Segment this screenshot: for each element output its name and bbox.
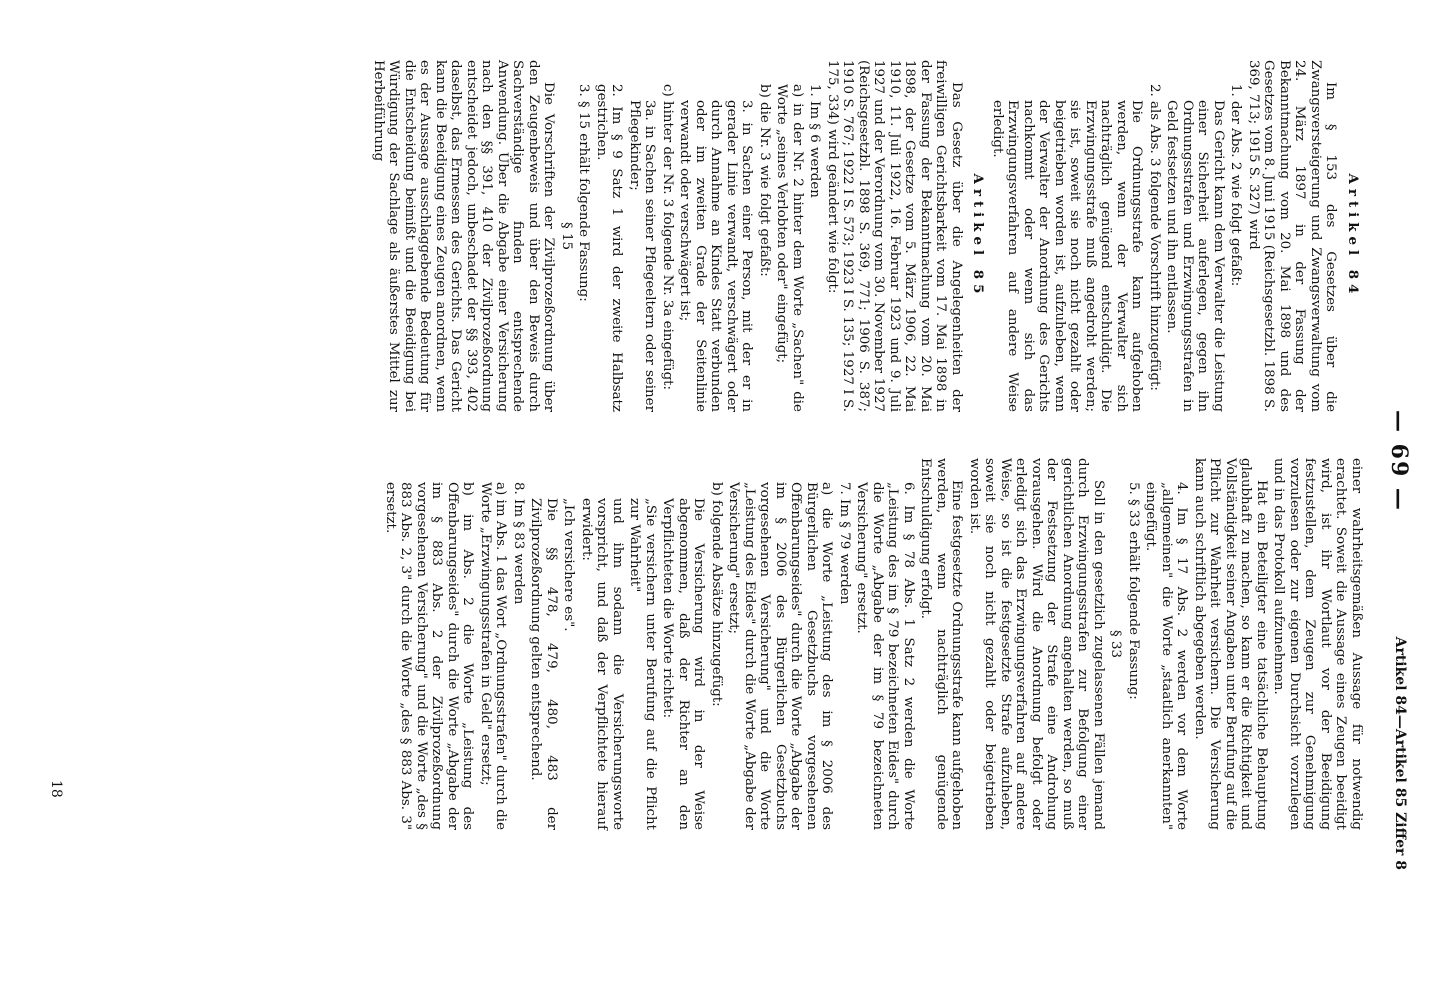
paragraph: a) im Abs. 1 das Wort „Ordnungsstrafen" durch die Worte „Erzwingungsstrafen in Geld" ersetzt; bbox=[478, 482, 509, 830]
paragraph: Hat ein Beteiligter eine tatsächliche Behauptung glaubhaft zu machen, so kann er die Richtigkeit und Vollständigkeit seiner Angaben unter Berufung auf die Pflicht zur Wahrheit versichern. Die Versicherung kann auch schriftlich abgegeben werden. bbox=[1192, 458, 1269, 830]
paragraph: b) folgende Absätze hinzugefügt: bbox=[709, 482, 724, 707]
page-header bbox=[1376, 60, 1416, 870]
paragraph: c) hinter der Nr. 3 folgende Nr. 3a eingefügt: bbox=[660, 84, 675, 391]
right-column bbox=[381, 458, 1365, 830]
paragraph: 6. Im § 78 Abs. 1 Satz 2 werden die Worte „Leistung des im § 79 bezeichneten Eides" durch die Worte „Abgabe der im § 79 bezeichneten Versicherung" ersetzt. bbox=[854, 482, 916, 830]
paragraph: Die Ordnungsstrafe kann aufgehoben werden, wenn der Verwalter sich nachträglich genügend entschuldigt. Die Erzwingungsstrafe muß angedroht werden; sie ist, soweit sie noch nicht gezahlt oder beigetrieben worden ist, aufzuheben, wenn der Verwalter der Anordnung des Gerichts nachkommt oder wenn sich das Erzwingungsverfahren auf andere Weise erledigt. bbox=[990, 100, 1145, 412]
paragraph: Die Versicherung wird in der Weise abgenommen, daß der Richter an den Verpflichteten die Worte richtet: bbox=[660, 498, 707, 830]
paragraph: 5. § 33 erhält folgende Fassung: bbox=[1126, 482, 1141, 700]
paragraph: a) die Worte „Leistung des im § 2006 des Bürgerlichen Gesetzbuchs vorgesehenen Offenbarungseides" durch die Worte „Abgabe der im § 2006 des Bürgerlichen Gesetzbuchs vorgesehenen Versicherung" und die Worte „Leistung des Eides" durch die Worte „Abgabe der Versicherung" ersetzt; bbox=[726, 482, 835, 830]
paragraph: 7. Im § 79 werden bbox=[837, 482, 852, 605]
article-heading: Artikel 84 bbox=[1345, 173, 1361, 299]
paragraph: b) die Nr. 3 wie folgt gefaßt: bbox=[757, 84, 772, 277]
paragraph: 3. in Sachen einer Person, mit der er in gerader Linie verwandt, verschwägert oder durch Annahme an Kindes Statt verbunden oder im zweiten Grade der Seitenlinie verwandt oder verschwägert ist; bbox=[677, 100, 755, 412]
section-heading: § 15 bbox=[559, 222, 574, 250]
paragraph: und ihm sodann die Versicherungsworte vorspricht, und daß der Verpflichtete hierauf erwidert: bbox=[579, 498, 625, 830]
paragraph: Die Vorschriften der Zivilprozeßordnung über den Zeugenbeweis und über den Beweis durch Sachverständige finden entsprechende Anwendung. Über die Abgabe einer Versicherung nach den §§ 391, 410 der Zivilprozeßordnung entscheidet jedoch, unbeschadet der §§ 393, 402 daselbst, das Ermessen des Gerichts. Das Gericht kann die Beeidigung eines Zeugen anordnen, wenn es der Aussage ausschlaggebende Bedeutung für die Entscheidung beimißt und die Beeidigung bei Würdigung der Sachlage als äußerstes Mittel zur Herbeiführung bbox=[371, 60, 557, 412]
paragraph: a) in der Nr. 2 hinter dem Worte „Sachen" die Worte „seines Verlobten oder" eingefügt; bbox=[774, 84, 805, 412]
paragraph: Soll in den gesetzlich zugelassenen Fällen jemand durch Erzwingungsstrafen zur Befolgung einer gerichtlichen Anordnung angehalten werden, so muß der Festsetzung der Strafe eine Androhung vorausgehen. Wird die Anordnung befolgt oder erledigt sich das Erzwingungsverfahren auf andere Weise, so ist die festgesetzte Strafe aufzuheben, soweit sie noch nicht gezahlt oder beigetrieben worden ist. bbox=[967, 458, 1106, 830]
paragraph: 8. Im § 83 werden bbox=[511, 482, 526, 605]
paragraph: 2. Im § 9 Satz 1 wird der zweite Halbsatz gestrichen. bbox=[594, 84, 625, 412]
paragraph: Eine festgesetzte Ordnungsstrafe kann aufgehoben werden, wenn nachträglich genügende Entschuldigung erfolgt. bbox=[918, 458, 965, 830]
paragraph: Die §§ 478, 479, 480, 483 der Zivilprozeßordnung gelten entsprechend. bbox=[528, 498, 559, 830]
page-number-header: — 69 — bbox=[1386, 410, 1412, 512]
paragraph: 3. § 15 erhält folgende Fassung: bbox=[576, 84, 592, 302]
paragraph: 1. der Abs. 2 wie folgt gefaßt: bbox=[1228, 84, 1244, 287]
paragraph: 1. Im § 6 werden bbox=[807, 84, 823, 198]
left-column bbox=[369, 60, 1365, 412]
running-head: Artikel 84—Artikel 85 Ziffer 8 bbox=[1392, 636, 1408, 870]
paragraph: „Sie versichern unter Berufung auf die Pflicht zur Wahrheit" bbox=[627, 498, 658, 830]
paragraph: „Ich versichere es". bbox=[561, 498, 577, 632]
section-heading: § 33 bbox=[1108, 630, 1124, 658]
paragraph: 2. als Abs. 3 folgende Vorschrift hinzugefügt: bbox=[1147, 84, 1162, 391]
paragraph: Das Gericht kann dem Verwalter die Leistung einer Sicherheit auferlegen, gegen ihn Ordnungsstrafen und Erzwingungsstrafen in Geld festsetzen und ihn entlassen. bbox=[1164, 100, 1226, 412]
paragraph: einer wahrheitsgemäßen Aussage für notwendig erachtet. Soweit die Aussage eines Zeugen beeidigt wird, ist ihr Wortlaut vor der Beeidigung festzustellen, dem Zeugen zur Genehmigung vorzulesen oder zur eigenen Durchsicht vorzulegen und in das Protokoll aufzunehmen. bbox=[1271, 458, 1364, 830]
article-heading: Artikel 85 bbox=[970, 173, 987, 299]
paragraph: 4. Im § 17 Abs. 2 werden vor dem Worte „allgemeinen" die Worte „staatlich anerkannten" eingefügt. bbox=[1143, 482, 1190, 830]
paragraph: 3a. in Sachen seiner Pflegeeltern oder seiner Pflegekinder; bbox=[627, 100, 658, 412]
footer-page-number: 18 bbox=[48, 780, 64, 798]
paragraph: b) im Abs. 2 die Worte „Leistung des Offenbarungseides" durch die Worte „Abgabe der im § 883 Abs. 2 der Zivilprozeßordnung vorgesehenen Versicherung" und die Worte „des § 883 Abs. 2, 3" durch die Worte „des § 883 Abs. 3" ersetzt. bbox=[383, 482, 476, 830]
paragraph: Im § 153 des Gesetzes über die Zwangsversteigerung und Zwangsverwaltung vom 24. März 1897 in der Fassung der Bekanntmachung vom 20. Mai 1898 und des Gesetzes vom 8. Juni 1915 (Reichsgesetzbl. 1898 S. 369, 713; 1915 S. 327) wird bbox=[1246, 60, 1339, 412]
paragraph: Das Gesetz über die Angelegenheiten der freiwilligen Gerichtsbarkeit vom 17. Mai 1898 in der Fassung der Bekanntmachung vom 20. Mai 1898, der Gesetze vom 5. März 1906, 22. Mai 1910, 11. Juli 1922, 16. Februar 1923 und 9. Juli 1927 und der Verordnung vom 30. November 1927 (Reichsgesetzbl. 1898 S. 369, 771; 1906 S. 387; 1910 S. 767; 1922 I S. 573; 1923 I S. 135; 1927 I S. 175, 334) wird geändert wie folgt: bbox=[825, 60, 964, 412]
